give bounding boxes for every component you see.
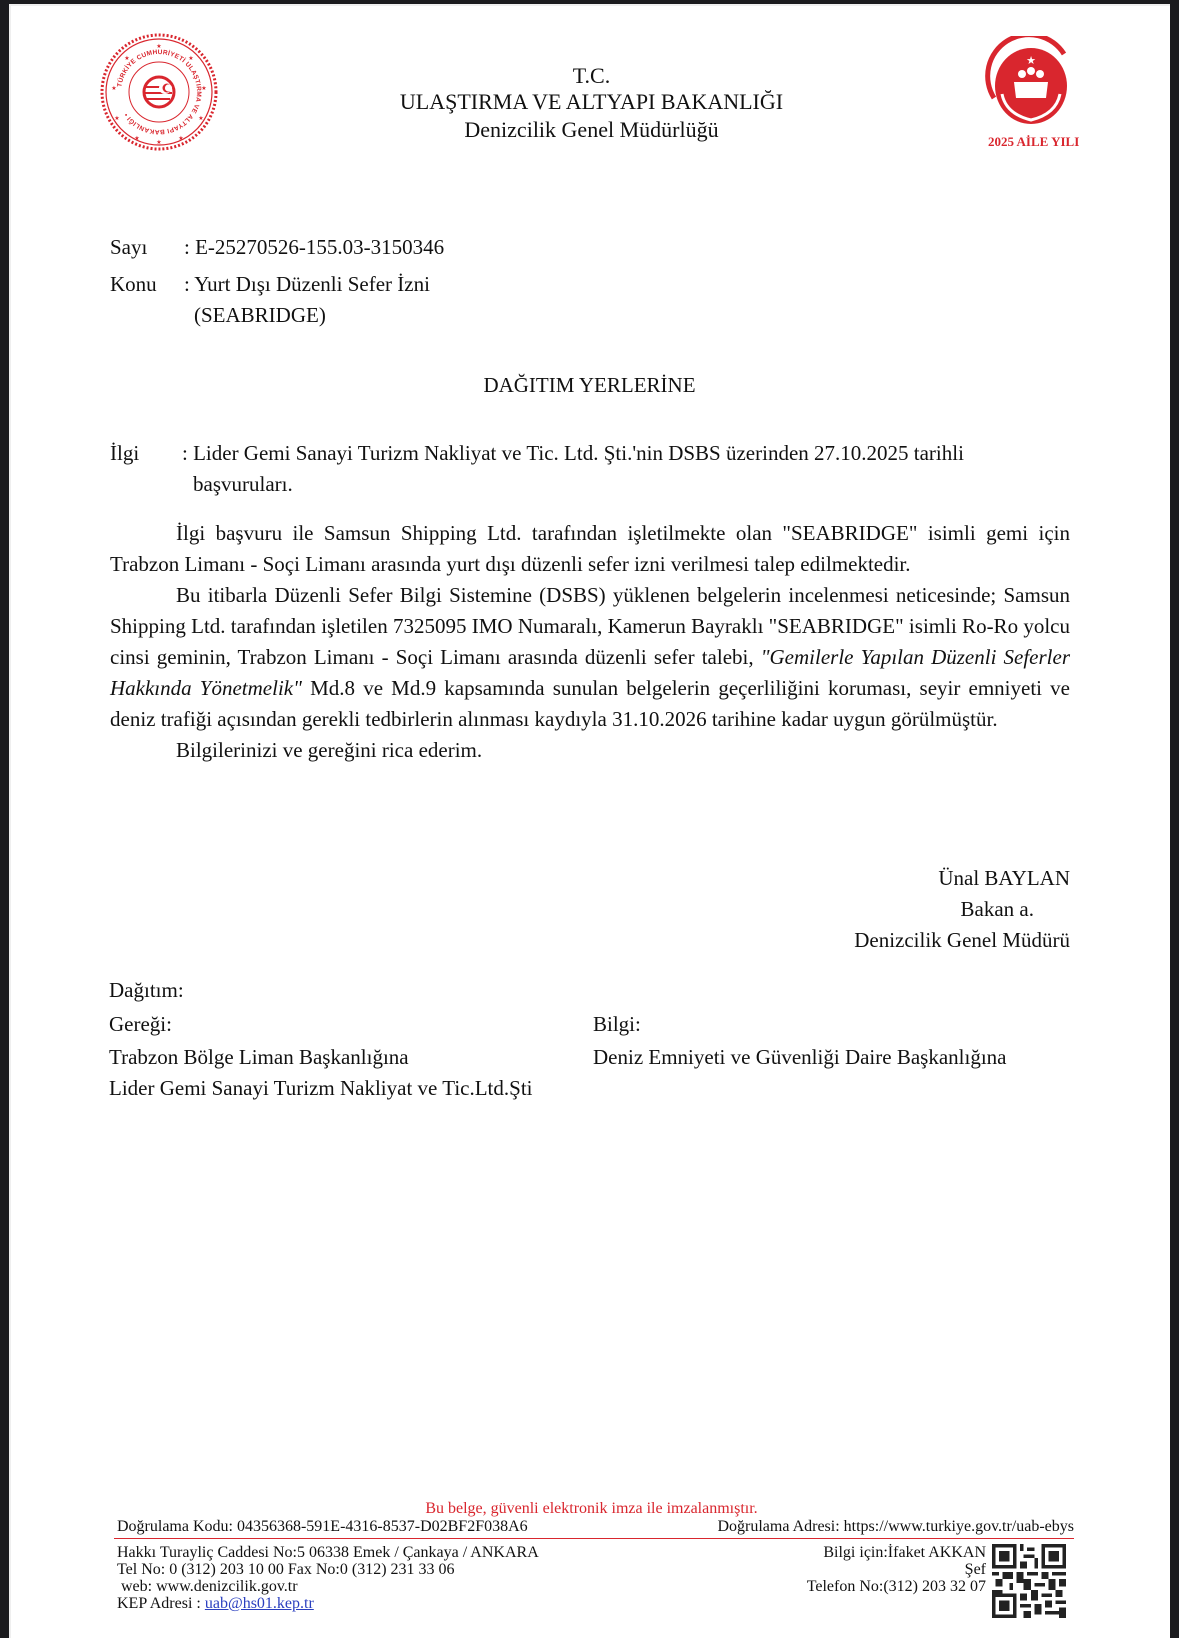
- body-paragraph-1: İlgi başvuru ile Samsun Shipping Ltd. tarafından işletilmekte olan "SEABRIDGE" isimli gemi için Trabzon Limanı - Soçi Limanı arasında yurt dışı düzenli sefer izni verilmesi talep edilmektedir.: [110, 521, 1070, 576]
- svg-text:★: ★: [188, 56, 194, 62]
- konu-value-ship: (SEABRIDGE): [194, 303, 326, 327]
- body-paragraph-2-a: Bu itibarla Düzenli Sefer Bilgi Sistemine (DSBS) yüklenen belgelerin incelenmesi neticesinde; Samsun Shipping Ltd. tarafından işletilen 7325095 IMO Numaralı, Kamerun Bayraklı "SEABRIDGE" isimli Ro-Ro yolcu cinsi geminin, Trabzon Limanı - Soçi Limanı arasında düzenli sefer talebi,: [110, 583, 1070, 669]
- ilgi-line2: başvuruları.: [193, 472, 293, 496]
- sayi-value: : E-25270526-155.03-3150346: [184, 235, 445, 259]
- footer-kep: [117, 1595, 314, 1612]
- esign-notice: Bu belge, güvenli elektronik imza ile imzalanmıştır.: [425, 1500, 758, 1517]
- svg-text:★: ★: [1026, 54, 1036, 67]
- info-title: Şef: [964, 1561, 986, 1578]
- geregi-label: Gereği:: [109, 1012, 172, 1036]
- body-paragraph-2: [110, 580, 1070, 735]
- konu-value: : Yurt Dışı Düzenli Sefer İzni: [184, 272, 430, 296]
- header-directorate: Denizcilik Genel Müdürlüğü: [464, 117, 719, 142]
- sayi-label: Sayı: [110, 235, 148, 259]
- svg-text:★: ★: [198, 116, 204, 122]
- header-ministry: ULAŞTIRMA VE ALTYAPI BAKANLIĞI: [399, 89, 784, 114]
- distribution-heading: Dağıtım:: [109, 978, 184, 1002]
- qr-code: [992, 1544, 1066, 1618]
- svg-text:★: ★: [156, 140, 162, 146]
- svg-text:★: ★: [111, 86, 117, 92]
- signature-name: Ünal BAYLAN: [938, 866, 1070, 890]
- verify-address: Doğrulama Adresi: https://www.turkiye.gov.tr/uab-ebys: [717, 1518, 1074, 1535]
- header-tc: T.C.: [572, 63, 611, 88]
- kep-link[interactable]: uab@hs01.kep.tr: [204, 1595, 314, 1612]
- info-person: Bilgi için:İfaket AKKAN: [823, 1544, 986, 1561]
- svg-text:★: ★: [201, 86, 207, 92]
- signature-title-2: Denizcilik Genel Müdürü: [854, 928, 1070, 952]
- bilgi-label: Bilgi:: [593, 1012, 641, 1036]
- addressee: DAĞITIM YERLERİNE: [483, 373, 696, 397]
- svg-text:★: ★: [124, 56, 130, 62]
- family-year-logo: [976, 36, 1086, 126]
- footer-web: web: www.denizcilik.gov.tr: [121, 1578, 298, 1595]
- kep-label: KEP Adresi :: [117, 1595, 201, 1612]
- body-paragraph-2-b: Md.8 ve Md.9 kapsamında sunulan belgelerin geçerliliğini koruması, seyir emniyeti ve deniz trafiği açısından gerekli tedbirlerin alınması kaydıyla 31.10.2026 tarihine kadar uygun görülmüştür.: [110, 676, 1070, 731]
- ilgi-line1: : Lider Gemi Sanayi Turizm Nakliyat ve Tic. Ltd. Şti.'nin DSBS üzerinden 27.10.2025 tarihli: [182, 441, 964, 465]
- svg-text:TÜRKİYE CUMHURİYETİ ULAŞTIRMA: TÜRKİYE CUMHURİYETİ ULAŞTIRMA VE ALTYAPI BAKANLIĞI •: [116, 48, 203, 136]
- geregi-item: Lider Gemi Sanayi Turizm Nakliyat ve Tic.Ltd.Şti: [109, 1076, 533, 1100]
- body-paragraph-3: Bilgilerinizi ve gereğini rica ederim.: [176, 738, 483, 762]
- verify-code: Doğrulama Kodu: 04356368-591E-4316-8537-D02BF2F038A6: [117, 1518, 528, 1535]
- letter-body: [110, 518, 1070, 766]
- svg-text:★: ★: [156, 44, 162, 50]
- svg-text:★: ★: [134, 136, 140, 142]
- bilgi-item: Deniz Emniyeti ve Güvenliği Daire Başkanlığına: [593, 1045, 1007, 1069]
- konu-label: Konu: [110, 272, 157, 296]
- footer-address: Hakkı Turayliç Caddesi No:5 06338 Emek / Çankaya / ANKARA: [117, 1544, 539, 1561]
- footer-divider: [114, 1538, 1074, 1539]
- family-year-label: 2025 AİLE YILI: [988, 134, 1080, 149]
- svg-text:★: ★: [114, 116, 120, 122]
- signature-title-1: Bakan a.: [960, 897, 1034, 921]
- document-page: [9, 4, 1170, 1638]
- footer-tel-fax: Tel No: 0 (312) 203 10 00 Fax No:0 (312) 231 33 06: [117, 1561, 455, 1578]
- regulation-title: "Gemilerle Yapılan Düzenli Seferler Hakkında Yönetmelik": [110, 645, 1070, 700]
- info-phone: Telefon No:(312) 203 32 07: [806, 1578, 986, 1595]
- svg-text:★: ★: [178, 136, 184, 142]
- ilgi-label: İlgi: [110, 441, 140, 465]
- geregi-item: Trabzon Bölge Liman Başkanlığına: [109, 1045, 409, 1069]
